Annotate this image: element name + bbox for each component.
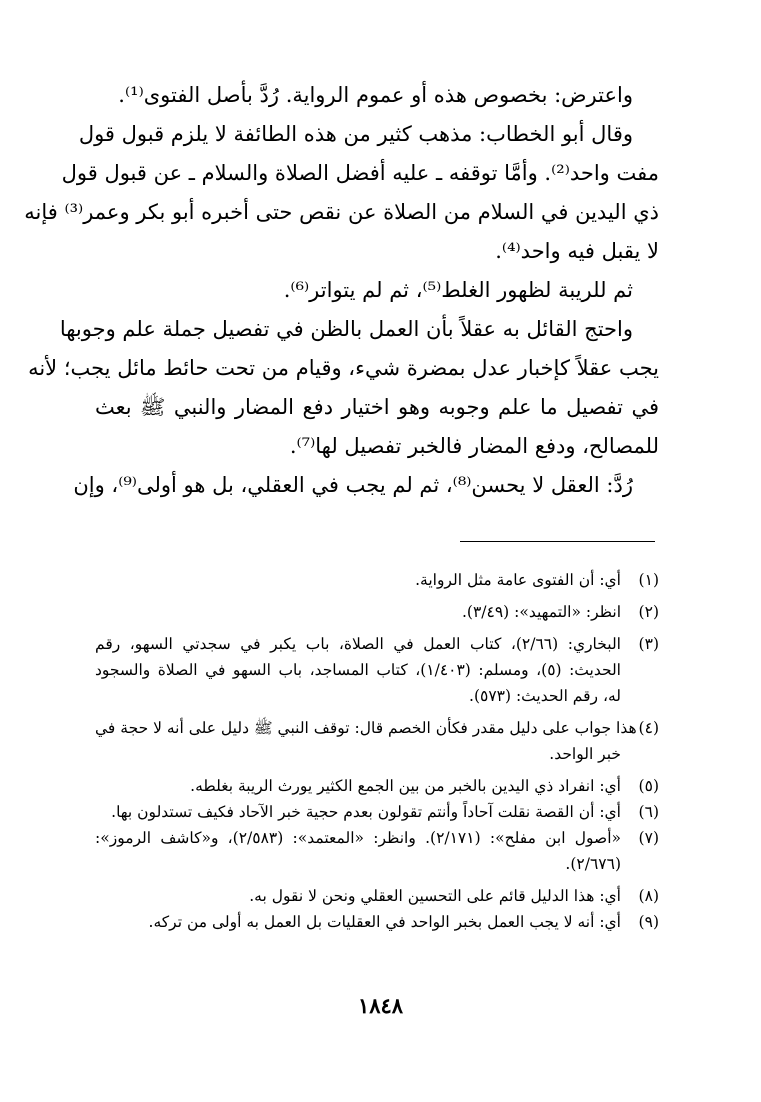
footnote-number: (٨) bbox=[638, 887, 659, 905]
footnote-text: له، رقم الحديث: (٥٧٣). bbox=[469, 687, 621, 705]
footnote-4 bbox=[95, 715, 659, 767]
main-text-body bbox=[24, 76, 659, 505]
footnote-2 bbox=[95, 599, 659, 625]
footnote-9 bbox=[95, 909, 659, 935]
footnote-number: (٦) bbox=[638, 803, 659, 821]
text-line: يجب عقلاً كإخبار عدل بمضرة شيء، وقيام من تحت حائط مائل يجب؛ لأنه bbox=[28, 356, 659, 380]
text-line: واعترض: بخصوص هذه أو عموم الرواية. رُدَّ بأصل الفتوى⁽¹⁾. bbox=[118, 83, 633, 107]
footnote-number: (٢) bbox=[638, 603, 659, 621]
footnote-text: (٢/٦٧٦). bbox=[565, 855, 621, 873]
footnote-text: أي: أن الفتوى عامة مثل الرواية. bbox=[415, 571, 621, 589]
footnote-number: (٤) bbox=[638, 719, 659, 737]
footnote-number: (٣) bbox=[638, 635, 659, 653]
footnote-text: أي: أن القصة نقلت آحاداً وأنتم تقولون بعدم حجية خبر الآحاد فكيف تستدلون بها. bbox=[111, 803, 621, 821]
text-line: في تفصيل ما علم وجوبه وهو اختيار دفع المضار والنبي ﷺ بعث bbox=[95, 395, 659, 419]
footnotes-section bbox=[95, 564, 659, 935]
text-line: واحتج القائل به عقلاً بأن العمل بالظن في تفصيل جملة علم وجوبها bbox=[59, 317, 633, 341]
footnote-5 bbox=[95, 773, 659, 799]
text-line: رُدَّ: العقل لا يحسن⁽⁸⁾، ثم لم يجب في العقلي، بل هو أولى⁽⁹⁾، وإن bbox=[73, 473, 633, 497]
footnote-6 bbox=[95, 799, 659, 825]
footnote-divider bbox=[460, 541, 655, 542]
text-line: ذي اليدين في السلام من الصلاة عن نقص حتى أخبره أبو بكر وعمر⁽³⁾ فإنه bbox=[24, 200, 659, 224]
footnote-text: انظر: «التمهيد»: (٣/٤٩). bbox=[461, 603, 621, 621]
text-line: للمصالح، ودفع المضار فالخبر تفصيل لها⁽⁷⁾. bbox=[289, 434, 659, 458]
text-line: ثم للريبة لظهور الغلط⁽⁵⁾، ثم لم يتواتر⁽⁶⁾. bbox=[283, 278, 633, 302]
footnote-number: (٧) bbox=[638, 829, 659, 847]
footnote-8 bbox=[95, 883, 659, 909]
footnote-3 bbox=[95, 631, 659, 709]
text-line: وقال أبو الخطاب: مذهب كثير من هذه الطائفة لا يلزم قبول قول bbox=[78, 122, 633, 146]
footnote-text: أي: انفراد ذي اليدين بالخبر من بين الجمع الكثير يورث الريبة بغلطه. bbox=[190, 777, 621, 795]
footnote-text: الحديث: (٥)، ومسلم: (١/٤٠٣)، كتاب المساجد، باب السهو في الصلاة والسجود bbox=[95, 661, 621, 679]
footnote-7 bbox=[95, 825, 659, 877]
footnote-text: «أصول ابن مفلح»: (٢/١٧١). وانظر: «المعتمد»: (٢/٥٨٣)، و«كاشف الرموز»: bbox=[95, 829, 622, 847]
footnote-number: (٥) bbox=[638, 777, 659, 795]
footnote-text: خبر الواحد. bbox=[549, 745, 621, 763]
footnote-number: (٩) bbox=[638, 913, 659, 931]
text-line: مفت واحد⁽²⁾. وأمَّا توقفه ـ عليه أفضل الصلاة والسلام ـ عن قبول قول bbox=[61, 161, 659, 185]
footnote-text: هذا جواب على دليل مقدر فكأن الخصم قال: توقف النبي ﷺ دليل على أنه لا حجة في bbox=[95, 719, 637, 737]
footnote-1 bbox=[95, 567, 659, 593]
footnote-text: البخاري: (٢/٦٦)، كتاب العمل في الصلاة، باب يكبر في سجدتي السهو، رقم bbox=[95, 635, 621, 653]
page-number: ١٨٤٨ bbox=[357, 993, 404, 1018]
text-line: لا يقبل فيه واحد⁽⁴⁾. bbox=[495, 239, 659, 263]
footnote-text: أي: هذا الدليل قائم على التحسين العقلي ونحن لا نقول به. bbox=[249, 887, 621, 905]
footnote-text: أي: أنه لا يجب العمل بخبر الواحد في العقليات بل العمل به أولى من تركه. bbox=[148, 913, 621, 931]
footnote-number: (١) bbox=[638, 571, 659, 589]
